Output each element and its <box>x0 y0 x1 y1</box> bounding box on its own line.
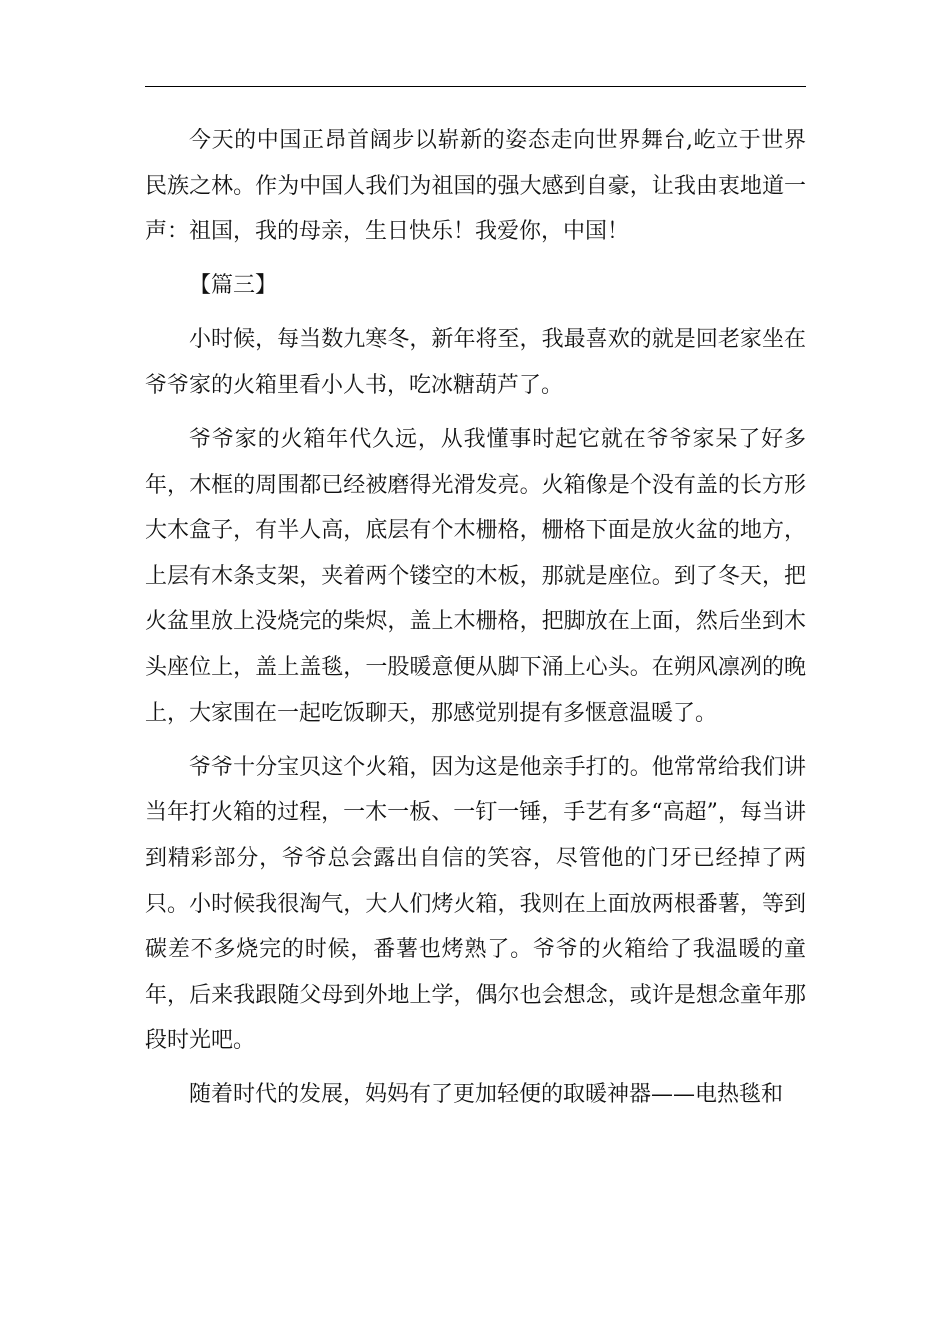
paragraph-modern-heating: 随着时代的发展，妈妈有了更加轻便的取暖神器——电热毯和 <box>189 1082 784 1108</box>
paragraph-grandpa-treasure: 爷爷十分宝贝这个火箱，因为这是他亲手打的。他常常给我们讲当年打火箱的过程，一木一板、一钉一锤，手艺有多“高超”，每当讲到精彩部分，爷爷总会露出自信的笑容，尽管他的门牙已经掉了两只。小时候我很淘气，大人们烤火箱，我则在上面放两根番薯，等到碳差不多烧完的时候，番薯也烤熟了。爷爷的火箱给了我温暖的童年，后来我跟随父母到外地上学，偶尔也会想念，或许是想念童年那段时光吧。 <box>145 754 806 1054</box>
section-heading-part-three: 【篇三】 <box>189 273 278 299</box>
paragraph-childhood-winter: 小时候，每当数九寒冬，新年将至，我最喜欢的就是回老家坐在爷爷家的火箱里看小人书，吃冰糖葫芦了。 <box>145 327 806 398</box>
header-rule <box>145 86 806 87</box>
paragraph-closing-national-day: 今天的中国正昂首阔步以崭新的姿态走向世界舞台,屹立于世界民族之林。作为中国人我们为祖国的强大感到自豪，让我由衷地道一声：祖国，我的母亲，生日快乐！我爱你，中国！ <box>145 128 806 245</box>
document-body <box>145 118 806 1126</box>
paragraph-grandpa-fire-box: 爷爷家的火箱年代久远，从我懂事时起它就在爷爷家呆了好多年，木框的周围都已经被磨得光滑发亮。火箱像是个没有盖的长方形大木盒子，有半人高，底层有个木栅格，栅格下面是放火盆的地方，上层有木条支架，夹着两个镂空的木板，那就是座位。到了冬天，把火盆里放上没烧完的柴烬，盖上木栅格，把脚放在上面，然后坐到木头座位上，盖上盖毯，一股暖意便从脚下涌上心头。在朔风凛冽的晚上，大家围在一起吃饭聊天，那感觉别提有多惬意温暖了。 <box>145 427 806 726</box>
